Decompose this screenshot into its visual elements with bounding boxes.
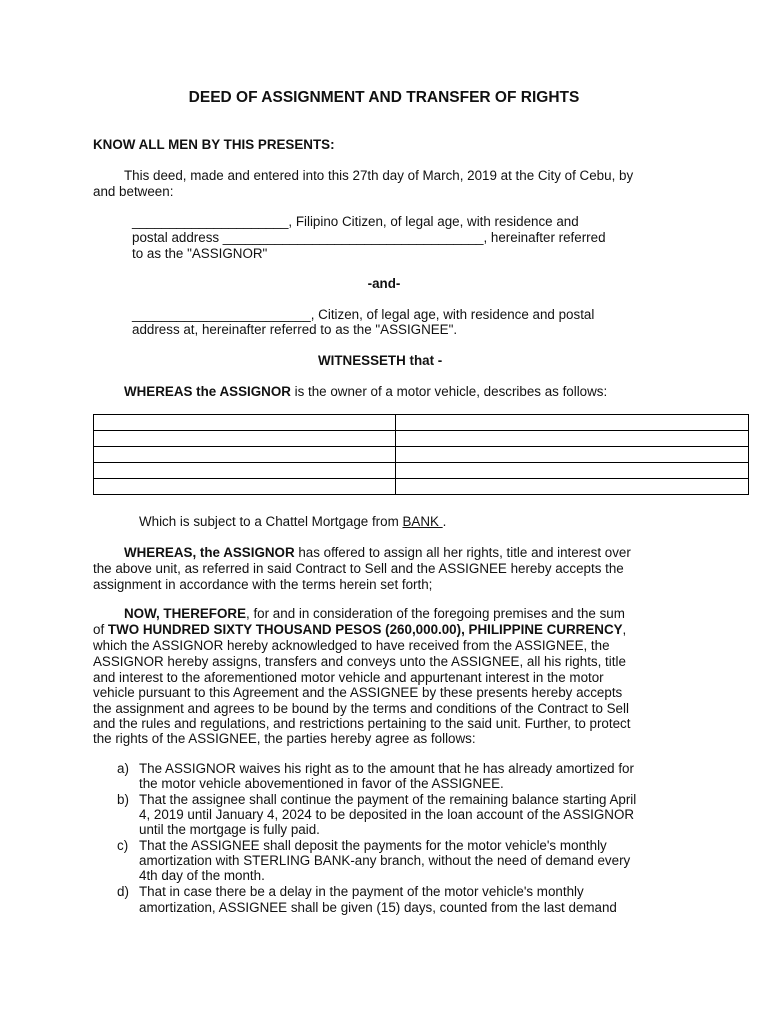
- table-cell: [396, 431, 749, 447]
- table-row: [94, 479, 749, 495]
- now-therefore-of: of: [93, 622, 108, 637]
- now-therefore-line-5: and interest to the aforementioned motor vehicle and appurtenant interest in the motor: [93, 670, 604, 685]
- now-therefore-line-8: and the rules and regulations, and restrictions pertaining to the said unit. Further, to protect: [93, 716, 631, 731]
- term-d-marker: d): [117, 884, 129, 899]
- assignee-line-1: ________________________, Citizen, of legal age, with residence and postal: [132, 307, 595, 322]
- assignee-line-2: address at, hereinafter referred to as the "ASSIGNEE".: [132, 322, 458, 337]
- whereas-offer-line-3: assignment in accordance with the terms herein set forth;: [93, 577, 433, 592]
- table-row: [94, 463, 749, 479]
- chattel-prefix: Which is subject to a Chattel Mortgage from: [139, 514, 403, 529]
- now-therefore-lead: NOW, THEREFORE: [124, 606, 247, 621]
- term-a-line-1: The ASSIGNOR waives his right as to the amount that he has already amortized for: [139, 761, 634, 776]
- term-c-line-3: 4th day of the month.: [139, 868, 265, 883]
- table-cell: [94, 415, 396, 431]
- now-therefore-line-7: the assignment and agrees to be bound by the terms and conditions of the Contract to Sell: [93, 701, 629, 716]
- term-c-line-1: That the ASSIGNEE shall deposit the payments for the motor vehicle's monthly: [139, 838, 607, 853]
- now-therefore-line-9: the rights of the ASSIGNEE, the parties hereby agree as follows:: [93, 731, 476, 746]
- term-c-marker: c): [117, 838, 129, 853]
- whereas-offer-lead: WHEREAS, the ASSIGNOR: [124, 545, 295, 560]
- consideration-amount: TWO HUNDRED SIXTY THOUSAND PESOS (260,000.00), PHILIPPINE CURRENCY: [107, 622, 623, 637]
- term-b-marker: b): [117, 792, 129, 807]
- whereas-offer-line-1: [124, 545, 631, 561]
- chattel-bank-name: BANK: [402, 514, 443, 529]
- whereas-owner-lead: WHEREAS the ASSIGNOR: [124, 384, 291, 399]
- now-therefore-line-6: vehicle pursuant to this Agreement and the ASSIGNEE by these presents hereby accepts: [93, 685, 623, 700]
- witnesseth-heading: WITNESSETH that -: [318, 353, 443, 368]
- whereas-owner-text: is the owner of a motor vehicle, describes as follows:: [290, 384, 608, 399]
- now-therefore-line-4: ASSIGNOR hereby assigns, transfers and conveys unto the ASSIGNEE, all his rights, title: [93, 654, 626, 669]
- table-cell: [94, 479, 396, 495]
- table-row: [94, 447, 749, 463]
- intro-line-1: This deed, made and entered into this 27th day of March, 2019 at the City of Cebu, by: [124, 168, 634, 183]
- term-d-line-1: That in case there be a delay in the payment of the motor vehicle's monthly: [139, 884, 584, 899]
- now-therefore-comma: ,: [622, 622, 627, 637]
- term-c-line-2: amortization with STERLING BANK-any branch, without the need of demand every: [139, 853, 631, 868]
- term-a-marker: a): [117, 761, 129, 776]
- term-b-line-1: That the assignee shall continue the payment of the remaining balance starting April: [139, 792, 637, 807]
- term-b-line-2: 4, 2019 until January 4, 2024 to be deposited in the loan account of the ASSIGNOR: [139, 807, 635, 822]
- table-cell: [396, 415, 749, 431]
- term-d-line-2: amortization, ASSIGNEE shall be given (15) days, counted from the last demand: [139, 900, 617, 915]
- now-therefore-line-1: [124, 606, 625, 622]
- document-title: DEED OF ASSIGNMENT AND TRANSFER OF RIGHTS: [188, 89, 580, 106]
- table-cell: [396, 447, 749, 463]
- whereas-owner-paragraph: [124, 384, 607, 400]
- and-separator: -and-: [367, 276, 401, 291]
- whereas-offer-text: has offered to assign all her rights, title and interest over: [294, 545, 631, 560]
- chattel-suffix: .: [442, 514, 447, 529]
- table-cell: [396, 463, 749, 479]
- assignor-line-3: to as the "ASSIGNOR": [132, 246, 268, 261]
- table-row: [94, 431, 749, 447]
- intro-line-2: and between:: [93, 184, 174, 199]
- table-row: [94, 415, 749, 431]
- vehicle-details-table: [93, 414, 749, 495]
- now-therefore-text: , for and in consideration of the foregoing premises and the sum: [246, 606, 625, 621]
- term-b-line-3: until the mortgage is fully paid.: [139, 822, 320, 837]
- whereas-offer-line-2: the above unit, as referred in said Contract to Sell and the ASSIGNEE hereby accepts the: [93, 561, 624, 576]
- table-cell: [94, 431, 396, 447]
- chattel-mortgage-line: [139, 514, 446, 530]
- term-a-line-2: the motor vehicle abovementioned in favor of the ASSIGNEE.: [139, 776, 504, 791]
- table-cell: [94, 463, 396, 479]
- table-cell: [396, 479, 749, 495]
- assignor-line-1: _____________________, Filipino Citizen, of legal age, with residence and: [132, 214, 579, 229]
- table-cell: [94, 447, 396, 463]
- assignor-line-2: postal address ___________________________________, hereinafter referred: [132, 230, 606, 245]
- now-therefore-line-2: [93, 622, 626, 638]
- heading-know-all-men: KNOW ALL MEN BY THIS PRESENTS:: [93, 137, 335, 152]
- now-therefore-line-3: which the ASSIGNOR hereby acknowledged to have received from the ASSIGNEE, the: [93, 638, 610, 653]
